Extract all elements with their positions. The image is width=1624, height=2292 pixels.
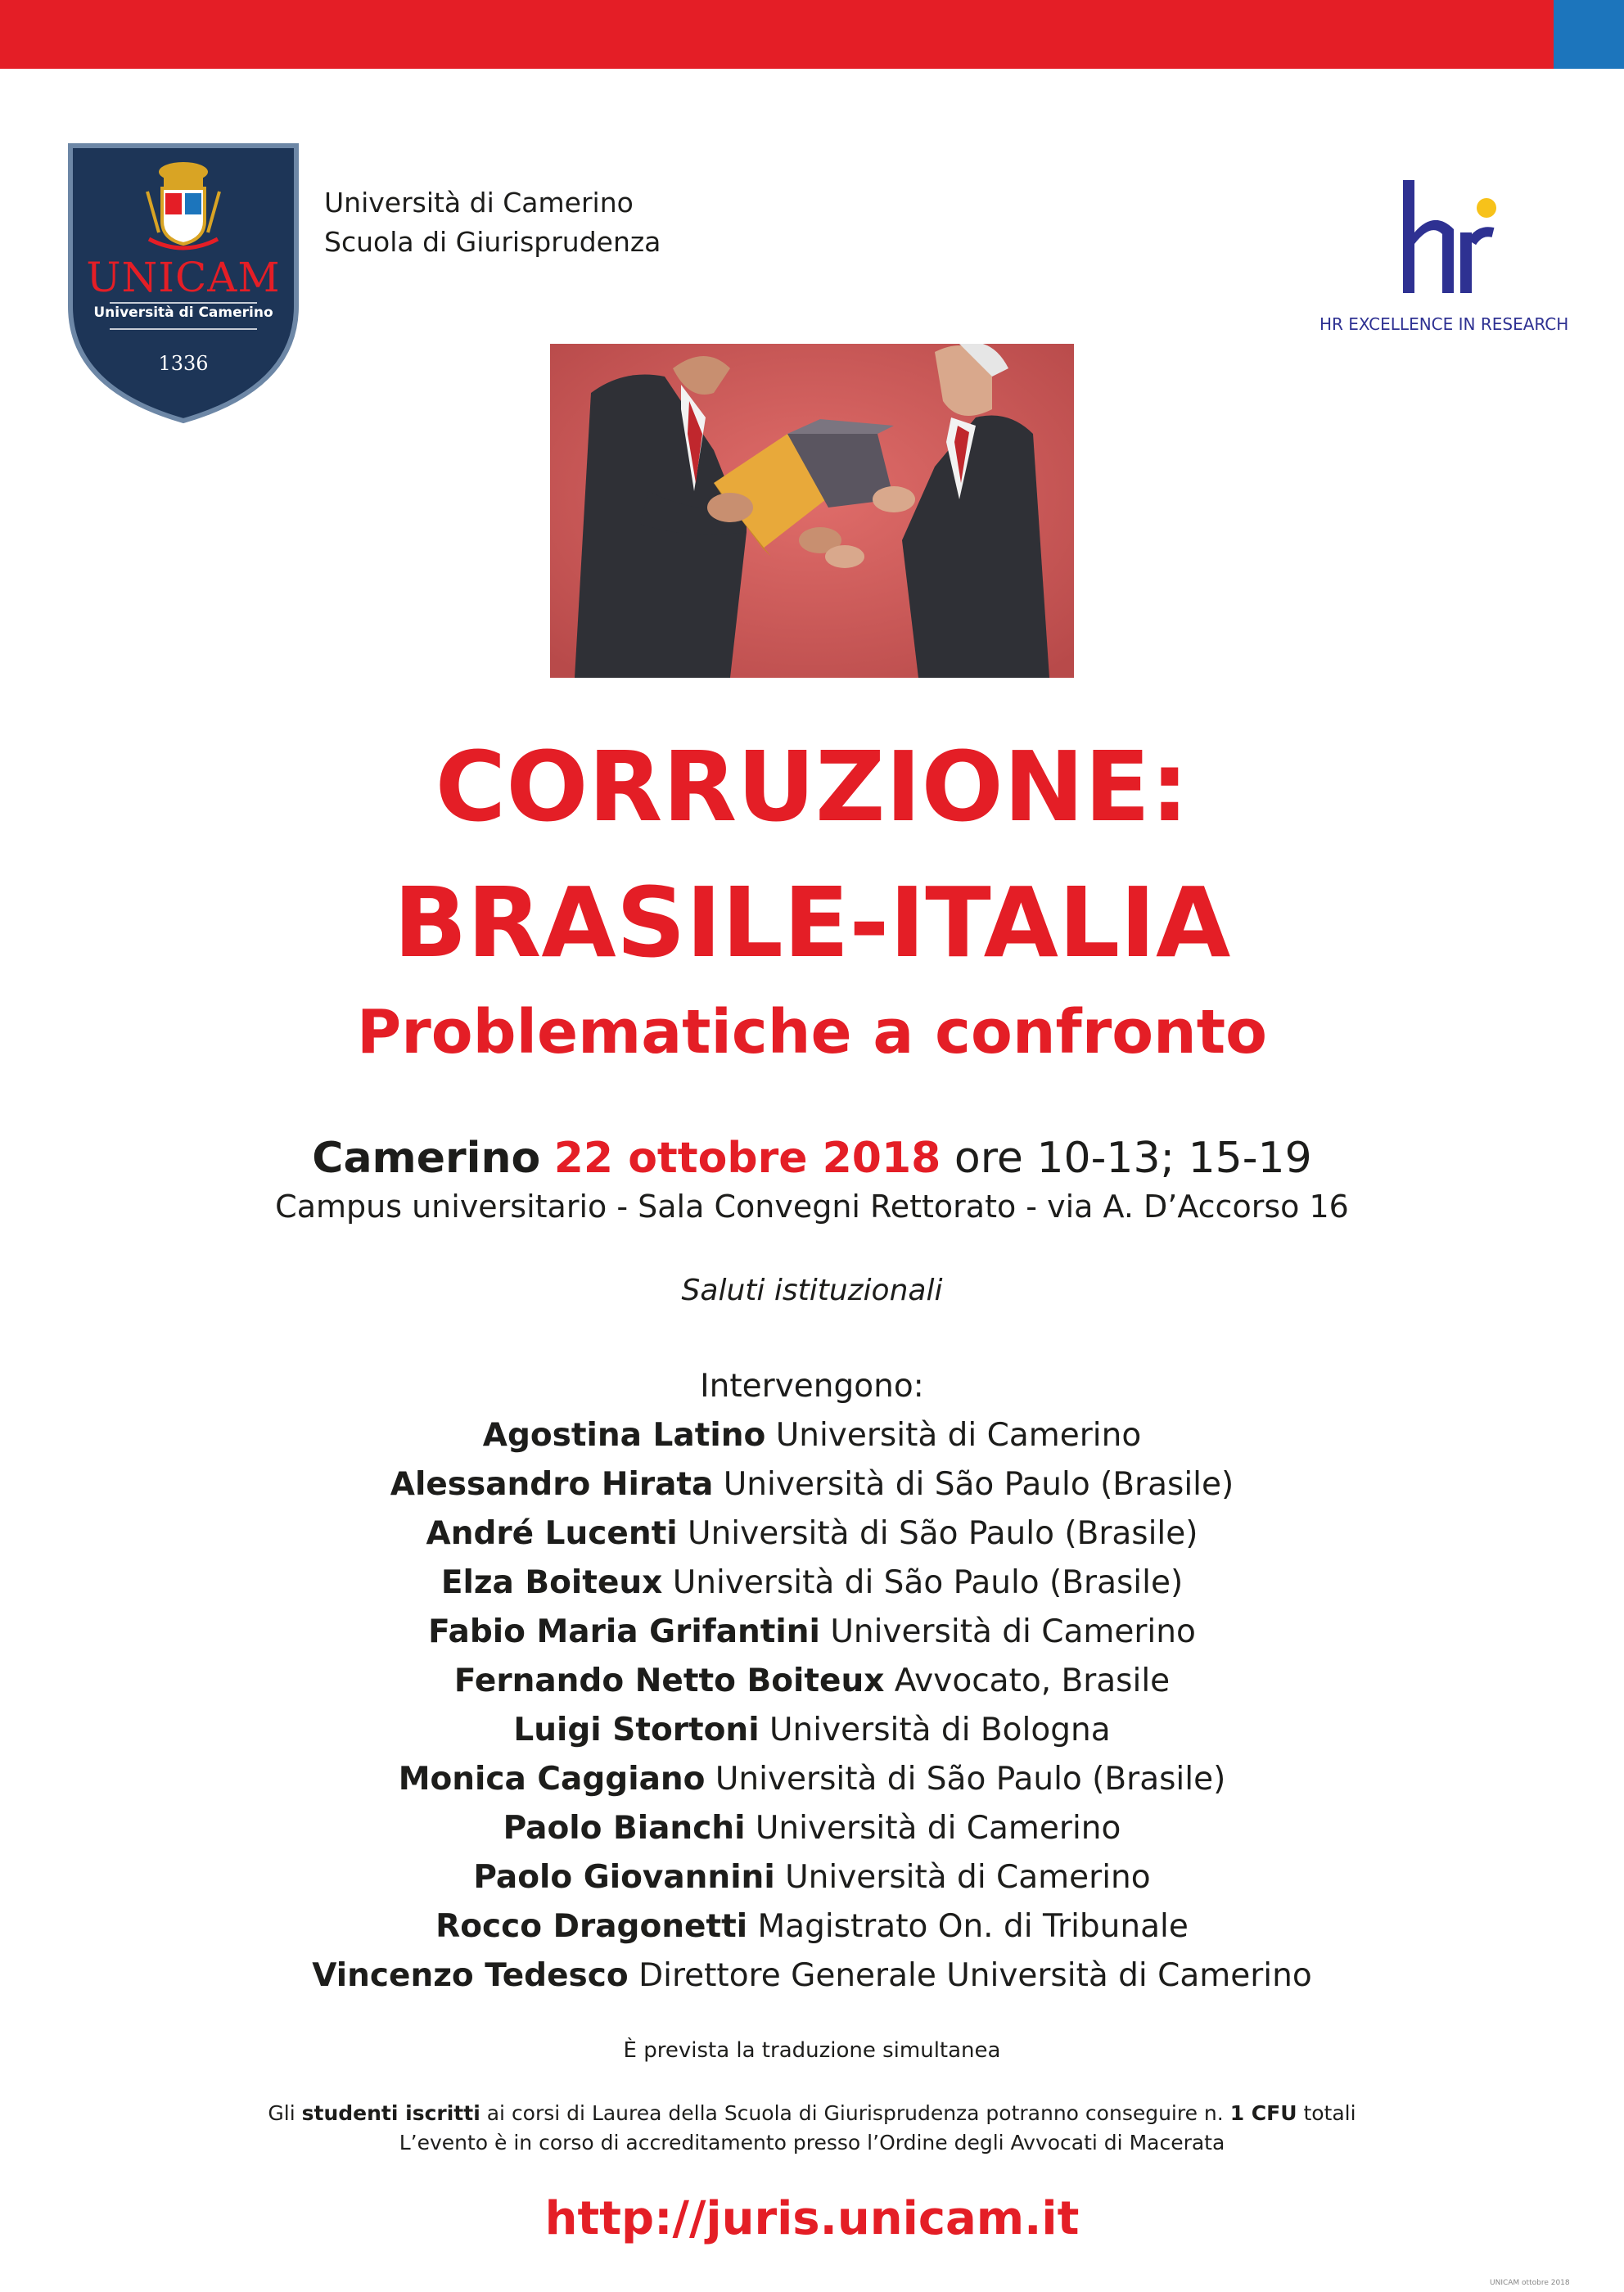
speaker-affiliation: Direttore Generale Università di Camerino: [638, 1957, 1312, 1994]
event-venue: Campus universitario - Sala Convegni Rettorato - via A. D’Accorso 16: [275, 1189, 1349, 1225]
cfu-line-1: [0, 2099, 1624, 2128]
cfu-text: ai corsi di Laurea della Scuola di Giurisprudenza potranno conseguire n.: [480, 2101, 1230, 2125]
event-time: ore 10-13; 15-19: [954, 1134, 1312, 1183]
speaker-row: [0, 1608, 1624, 1657]
speaker-name: Monica Caggiano: [398, 1761, 706, 1798]
speaker-name: Luigi Stortoni: [513, 1712, 760, 1748]
speaker-row: [0, 1755, 1624, 1804]
speaker-affiliation: Università di São Paulo (Brasile): [688, 1515, 1198, 1552]
greetings: Saluti istituzionali: [681, 1274, 943, 1307]
speaker-name: Paolo Giovannini: [473, 1859, 775, 1896]
speaker-name: Paolo Bianchi: [503, 1810, 746, 1847]
speaker-name: Fabio Maria Grifantini: [428, 1613, 820, 1650]
title-line-2: BRASILE-ITALIA: [393, 866, 1231, 979]
speaker-affiliation: Avvocato, Brasile: [894, 1663, 1171, 1699]
event-city: Camerino: [312, 1134, 541, 1183]
speaker-row: [0, 1559, 1624, 1608]
cfu-bold-students: studenti iscritti: [301, 2101, 480, 2125]
top-bar-red: [0, 0, 1554, 69]
speaker-affiliation: Università di São Paulo (Brasile): [723, 1466, 1234, 1503]
speaker-row: [0, 1411, 1624, 1460]
speaker-affiliation: Università di Camerino: [755, 1810, 1121, 1847]
speaker-affiliation: Università di São Paulo (Brasile): [672, 1564, 1184, 1601]
speaker-name: Fernando Netto Boiteux: [453, 1663, 885, 1699]
title-line-1: CORRUZIONE:: [435, 730, 1189, 843]
speaker-affiliation: Università di Camerino: [830, 1613, 1196, 1650]
speaker-name: Vincenzo Tedesco: [312, 1957, 629, 1994]
illustration-image: [550, 344, 1074, 678]
speaker-name: Rocco Dragonetti: [435, 1908, 748, 1945]
logo-subtitle: Università di Camerino: [93, 305, 273, 321]
speaker-affiliation: Università di Camerino: [775, 1417, 1142, 1454]
speakers-intro: Intervengono:: [700, 1368, 924, 1405]
speaker-row: [0, 1706, 1624, 1755]
speaker-affiliation: Università di Bologna: [769, 1712, 1111, 1748]
speaker-row: [0, 1902, 1624, 1951]
university-header: [324, 183, 661, 262]
logo-year: 1336: [158, 352, 209, 375]
logo-name: UNICAM: [86, 254, 281, 301]
speaker-name: Agostina Latino: [482, 1417, 766, 1454]
speaker-affiliation: Università di Camerino: [785, 1859, 1151, 1896]
accreditation-line: L’evento è in corso di accreditamento presso l’Ordine degli Avvocati di Macerata: [399, 2131, 1225, 2154]
speaker-name: Elza Boiteux: [440, 1564, 663, 1601]
footer-code: UNICAM ottobre 2018: [1490, 2279, 1570, 2287]
speaker-row: [0, 1804, 1624, 1853]
speaker-name: André Lucenti: [426, 1515, 678, 1552]
speaker-name: Alessandro Hirata: [390, 1466, 714, 1503]
school-name: Scuola di Giurisprudenza: [324, 226, 661, 258]
speaker-row: [0, 1509, 1624, 1559]
speaker-row: [0, 1951, 1624, 2001]
translation-note: È prevista la traduzione simultanea: [623, 2038, 1001, 2063]
speaker-row: [0, 1460, 1624, 1509]
cfu-info: [0, 2099, 1624, 2158]
website-link[interactable]: http://juris.unicam.it: [544, 2192, 1080, 2245]
speaker-row: [0, 1853, 1624, 1902]
top-bar-blue: [1554, 0, 1624, 69]
subtitle: Problematiche a confronto: [357, 997, 1267, 1067]
speaker-affiliation: Università di São Paulo (Brasile): [715, 1761, 1226, 1798]
university-name: Università di Camerino: [324, 187, 634, 219]
event-date: 22 ottobre 2018: [553, 1134, 941, 1183]
hr-excellence-logo-icon: [1392, 175, 1498, 298]
speaker-affiliation: Magistrato On. di Tribunale: [757, 1908, 1189, 1945]
speakers-section: [0, 1362, 1624, 2001]
cfu-text: totali: [1297, 2101, 1356, 2125]
cfu-text: Gli: [268, 2101, 302, 2125]
event-when: [0, 1130, 1624, 1187]
hr-caption: HR EXCELLENCE IN RESEARCH: [1320, 314, 1569, 334]
cfu-bold-credits: 1 CFU: [1229, 2101, 1297, 2125]
speaker-row: [0, 1657, 1624, 1706]
